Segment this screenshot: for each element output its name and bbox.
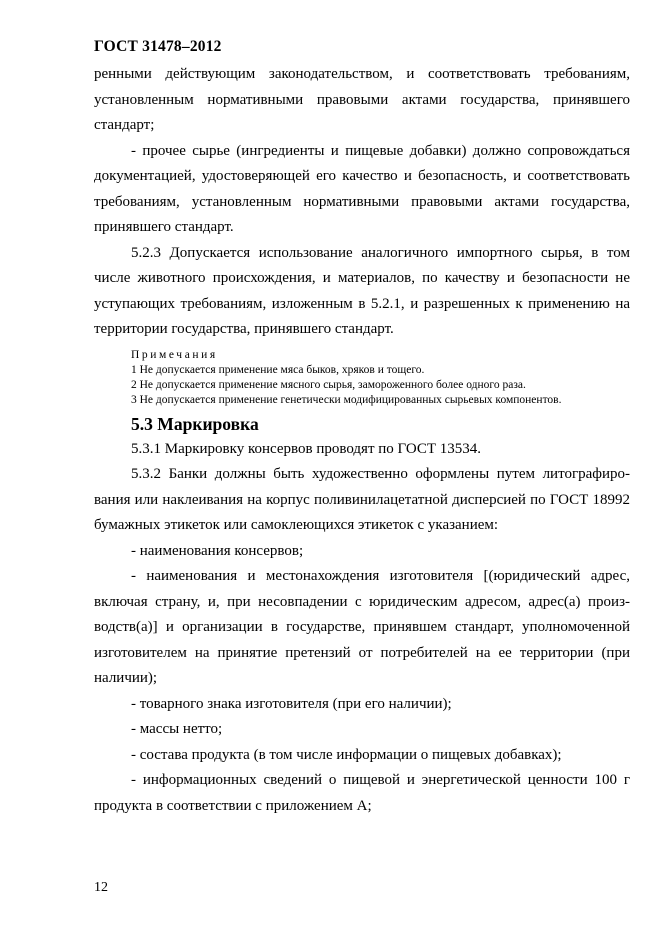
page-number: 12	[94, 880, 108, 895]
list-item-composition: - состава продукта (в том числе информации о пищевых добавках);	[131, 746, 562, 763]
document-body	[94, 62, 630, 819]
paragraph-continuation: ренными действующим законодательством, и соответствовать требованиям, установленным нормативными правовыми актами государства, принявшего стандарт;	[94, 66, 630, 133]
page-header: ГОСТ 31478–2012	[94, 38, 222, 55]
note-3: 3 Не допускается применение генетически модифицированных сырьевых компонентов.	[131, 393, 562, 406]
notes-block	[94, 348, 630, 408]
paragraph-5-3-2: 5.3.2 Банки должны быть художественно оформлены путем литографирования или наклеивания на корпус поливинилацетатной дисперсией по ГОСТ 18992 бумажных этикеток или самоклеющихся этикеток с указанием:	[94, 466, 630, 533]
notes-title: Примечания	[131, 348, 218, 361]
note-2: 2 Не допускается применение мясного сырья, замороженного более одного раза.	[131, 378, 526, 391]
section-title-labeling: 5.3 Маркировка	[131, 413, 259, 434]
list-item-manufacturer: - наименования и местонахождения изготовителя [(юридический адрес, включая страну, и, при несовпадении с юридическим адресом, адрес(а) производств(а)] и организации в государстве, принявшем стандарт, уполномоченной изготовителем на принятие претензий от потребителей на ее территории (при наличии);	[94, 568, 630, 686]
list-item-product-name: - наименования консервов;	[131, 542, 304, 559]
list-item-net-mass: - массы нетто;	[131, 721, 223, 737]
list-item-trademark: - товарного знака изготовителя (при его наличии);	[131, 695, 452, 712]
paragraph-other-raw-materials: - прочее сырье (ингредиенты и пищевые добавки) должно сопровождаться документацией, удостоверяющей его качество и безопасность, и соответствовать требованиям, установленным нормативными правовыми актами государства, принявшего стандарт.	[94, 142, 630, 235]
paragraph-5-2-3: 5.2.3 Допускается использование аналогичного импортного сырья, в том числе животного происхождения, и материалов, по качеству и безопасности не уступающих требованиям, изложенным в 5.2.1, и разрешенных к применению на территории государства, принявшего стандарт.	[94, 244, 630, 337]
paragraph-5-3-1: 5.3.1 Маркировку консервов проводят по ГОСТ 13534.	[131, 440, 482, 457]
note-1: 1 Не допускается применение мяса быков, хряков и тощего.	[131, 363, 425, 376]
list-item-nutrition-info: - информационных сведений о пищевой и энергетической ценности 100 г продукта в соответствии с приложением А;	[94, 772, 630, 814]
